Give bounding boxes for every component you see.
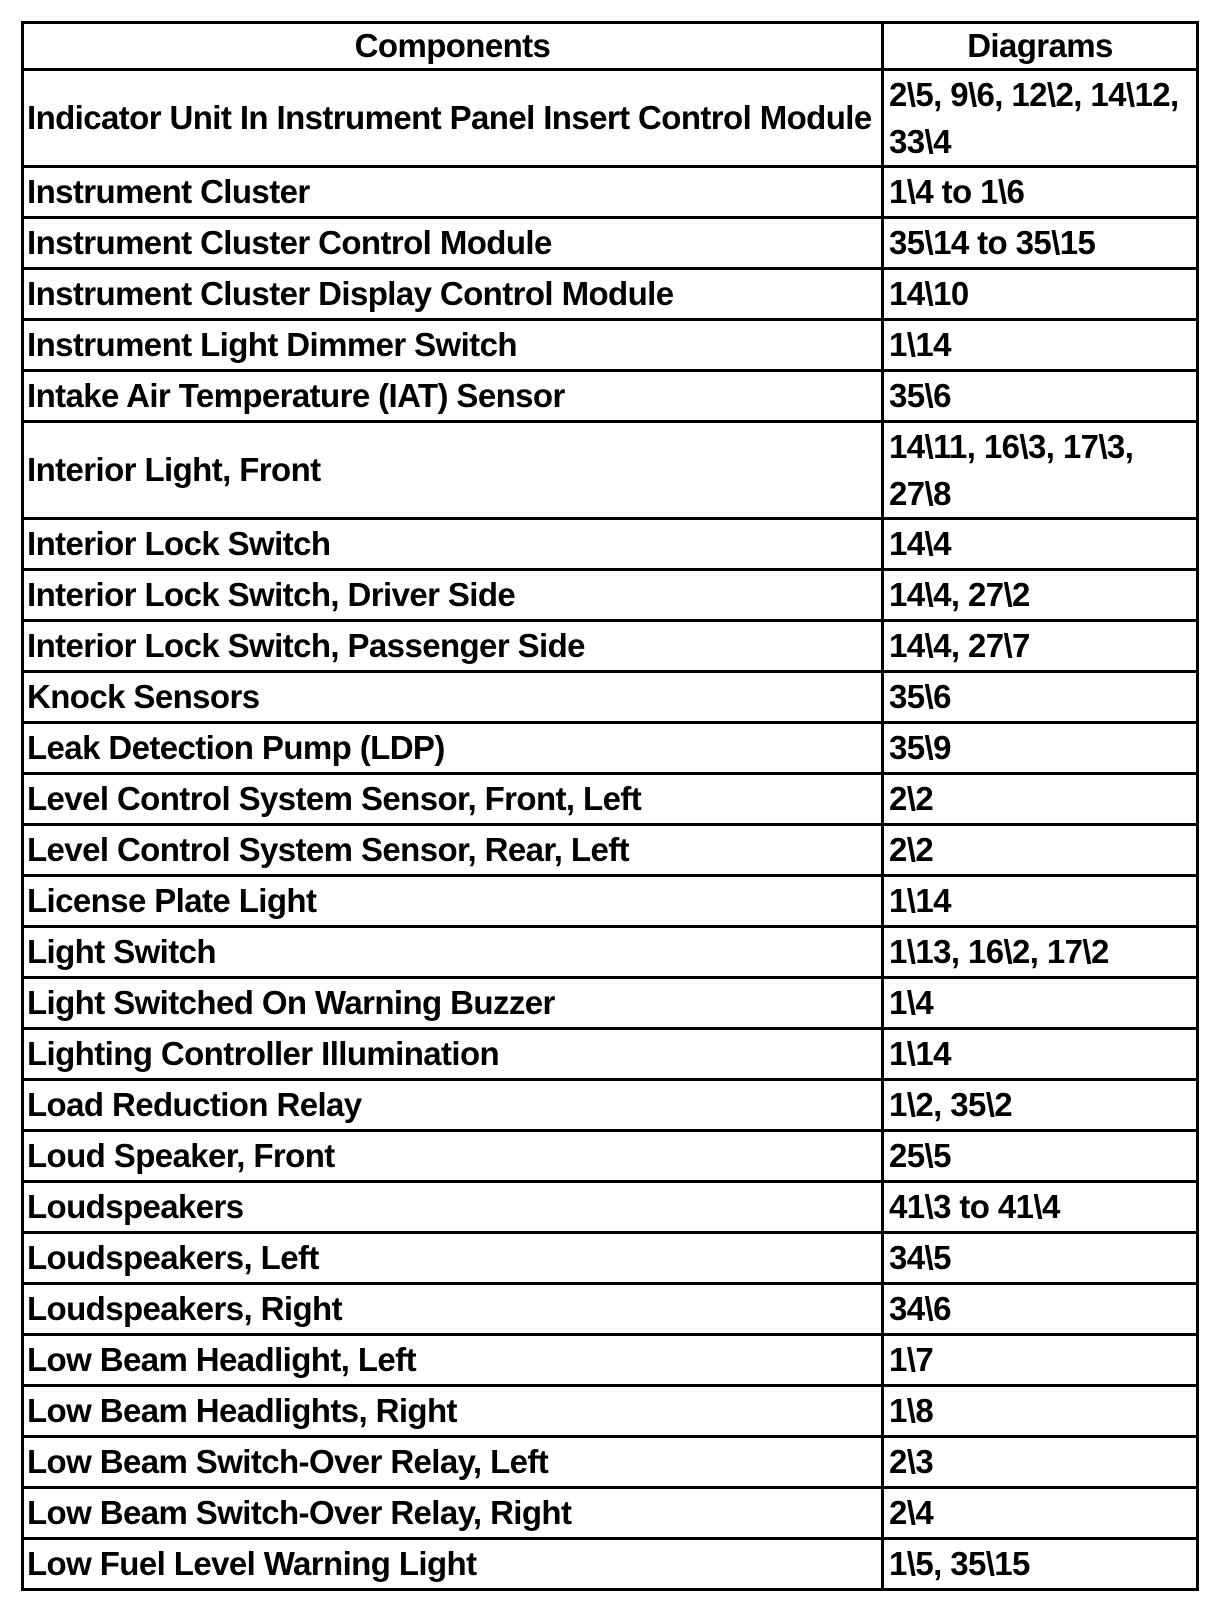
component-cell: Low Beam Headlight, Left [23,1335,883,1386]
table-row [23,1080,1198,1131]
component-diagram-table [21,21,1199,1591]
component-cell: Low Beam Headlights, Right [23,1386,883,1437]
diagrams-cell: 25\5 [883,1131,1198,1182]
diagrams-cell: 41\3 to 41\4 [883,1182,1198,1233]
diagrams-cell: 35\9 [883,723,1198,774]
diagrams-cell: 14\4, 27\2 [883,570,1198,621]
table-row [23,1029,1198,1080]
diagrams-cell: 1\5, 35\15 [883,1539,1198,1590]
table-row [23,723,1198,774]
component-cell: Loudspeakers, Right [23,1284,883,1335]
table-row [23,672,1198,723]
diagrams-cell: 1\13, 16\2, 17\2 [883,927,1198,978]
table-row [23,876,1198,927]
component-cell: Leak Detection Pump (LDP) [23,723,883,774]
diagrams-cell: 2\4 [883,1488,1198,1539]
component-cell: Light Switched On Warning Buzzer [23,978,883,1029]
diagrams-cell: 1\14 [883,320,1198,371]
table-row [23,1182,1198,1233]
table-row [23,422,1198,519]
table-row [23,1131,1198,1182]
component-cell: Instrument Light Dimmer Switch [23,320,883,371]
component-cell: Loudspeakers, Left [23,1233,883,1284]
diagrams-cell: 14\4 [883,519,1198,570]
component-cell: Low Fuel Level Warning Light [23,1539,883,1590]
component-cell: Interior Light, Front [23,422,883,519]
component-cell: Instrument Cluster [23,167,883,218]
table-row [23,1284,1198,1335]
diagrams-cell: 1\4 [883,978,1198,1029]
diagrams-cell: 1\14 [883,1029,1198,1080]
diagrams-cell: 1\8 [883,1386,1198,1437]
component-cell: Level Control System Sensor, Front, Left [23,774,883,825]
diagrams-cell: 35\6 [883,371,1198,422]
table-row [23,371,1198,422]
component-cell: Indicator Unit In Instrument Panel Insert Control Module [23,70,883,167]
table-row [23,1233,1198,1284]
component-cell: Load Reduction Relay [23,1080,883,1131]
table-row [23,519,1198,570]
component-cell: Intake Air Temperature (IAT) Sensor [23,371,883,422]
diagrams-cell: 1\7 [883,1335,1198,1386]
diagrams-cell: 1\2, 35\2 [883,1080,1198,1131]
table-row [23,774,1198,825]
header-components: Components [23,23,883,70]
diagrams-cell: 14\11, 16\3, 17\3, 27\8 [883,422,1198,519]
component-cell: Loud Speaker, Front [23,1131,883,1182]
component-cell: Instrument Cluster Display Control Module [23,269,883,320]
diagrams-cell: 2\2 [883,774,1198,825]
diagrams-cell: 35\6 [883,672,1198,723]
component-cell: Interior Lock Switch [23,519,883,570]
component-cell: Interior Lock Switch, Driver Side [23,570,883,621]
diagrams-cell: 14\4, 27\7 [883,621,1198,672]
table-row [23,167,1198,218]
diagrams-cell: 1\4 to 1\6 [883,167,1198,218]
table-row [23,1539,1198,1590]
component-index-sheet [21,21,1196,1591]
table-row [23,978,1198,1029]
table-row [23,320,1198,371]
diagrams-cell: 2\2 [883,825,1198,876]
table-row [23,269,1198,320]
table-row [23,1386,1198,1437]
diagrams-cell: 1\14 [883,876,1198,927]
table-row [23,70,1198,167]
table-row [23,570,1198,621]
table-row [23,1335,1198,1386]
table-row [23,1488,1198,1539]
table-row [23,927,1198,978]
table-row [23,825,1198,876]
component-cell: Instrument Cluster Control Module [23,218,883,269]
component-cell: Low Beam Switch-Over Relay, Left [23,1437,883,1488]
table-header-row [23,23,1198,70]
diagrams-cell: 34\6 [883,1284,1198,1335]
component-cell: License Plate Light [23,876,883,927]
component-cell: Lighting Controller Illumination [23,1029,883,1080]
component-cell: Low Beam Switch-Over Relay, Right [23,1488,883,1539]
component-cell: Loudspeakers [23,1182,883,1233]
table-row [23,218,1198,269]
component-cell: Light Switch [23,927,883,978]
table-row [23,1437,1198,1488]
table-row [23,621,1198,672]
header-diagrams: Diagrams [883,23,1198,70]
component-cell: Interior Lock Switch, Passenger Side [23,621,883,672]
diagrams-cell: 2\3 [883,1437,1198,1488]
component-cell: Knock Sensors [23,672,883,723]
component-cell: Level Control System Sensor, Rear, Left [23,825,883,876]
diagrams-cell: 34\5 [883,1233,1198,1284]
diagrams-cell: 14\10 [883,269,1198,320]
diagrams-cell: 35\14 to 35\15 [883,218,1198,269]
diagrams-cell: 2\5, 9\6, 12\2, 14\12, 33\4 [883,70,1198,167]
